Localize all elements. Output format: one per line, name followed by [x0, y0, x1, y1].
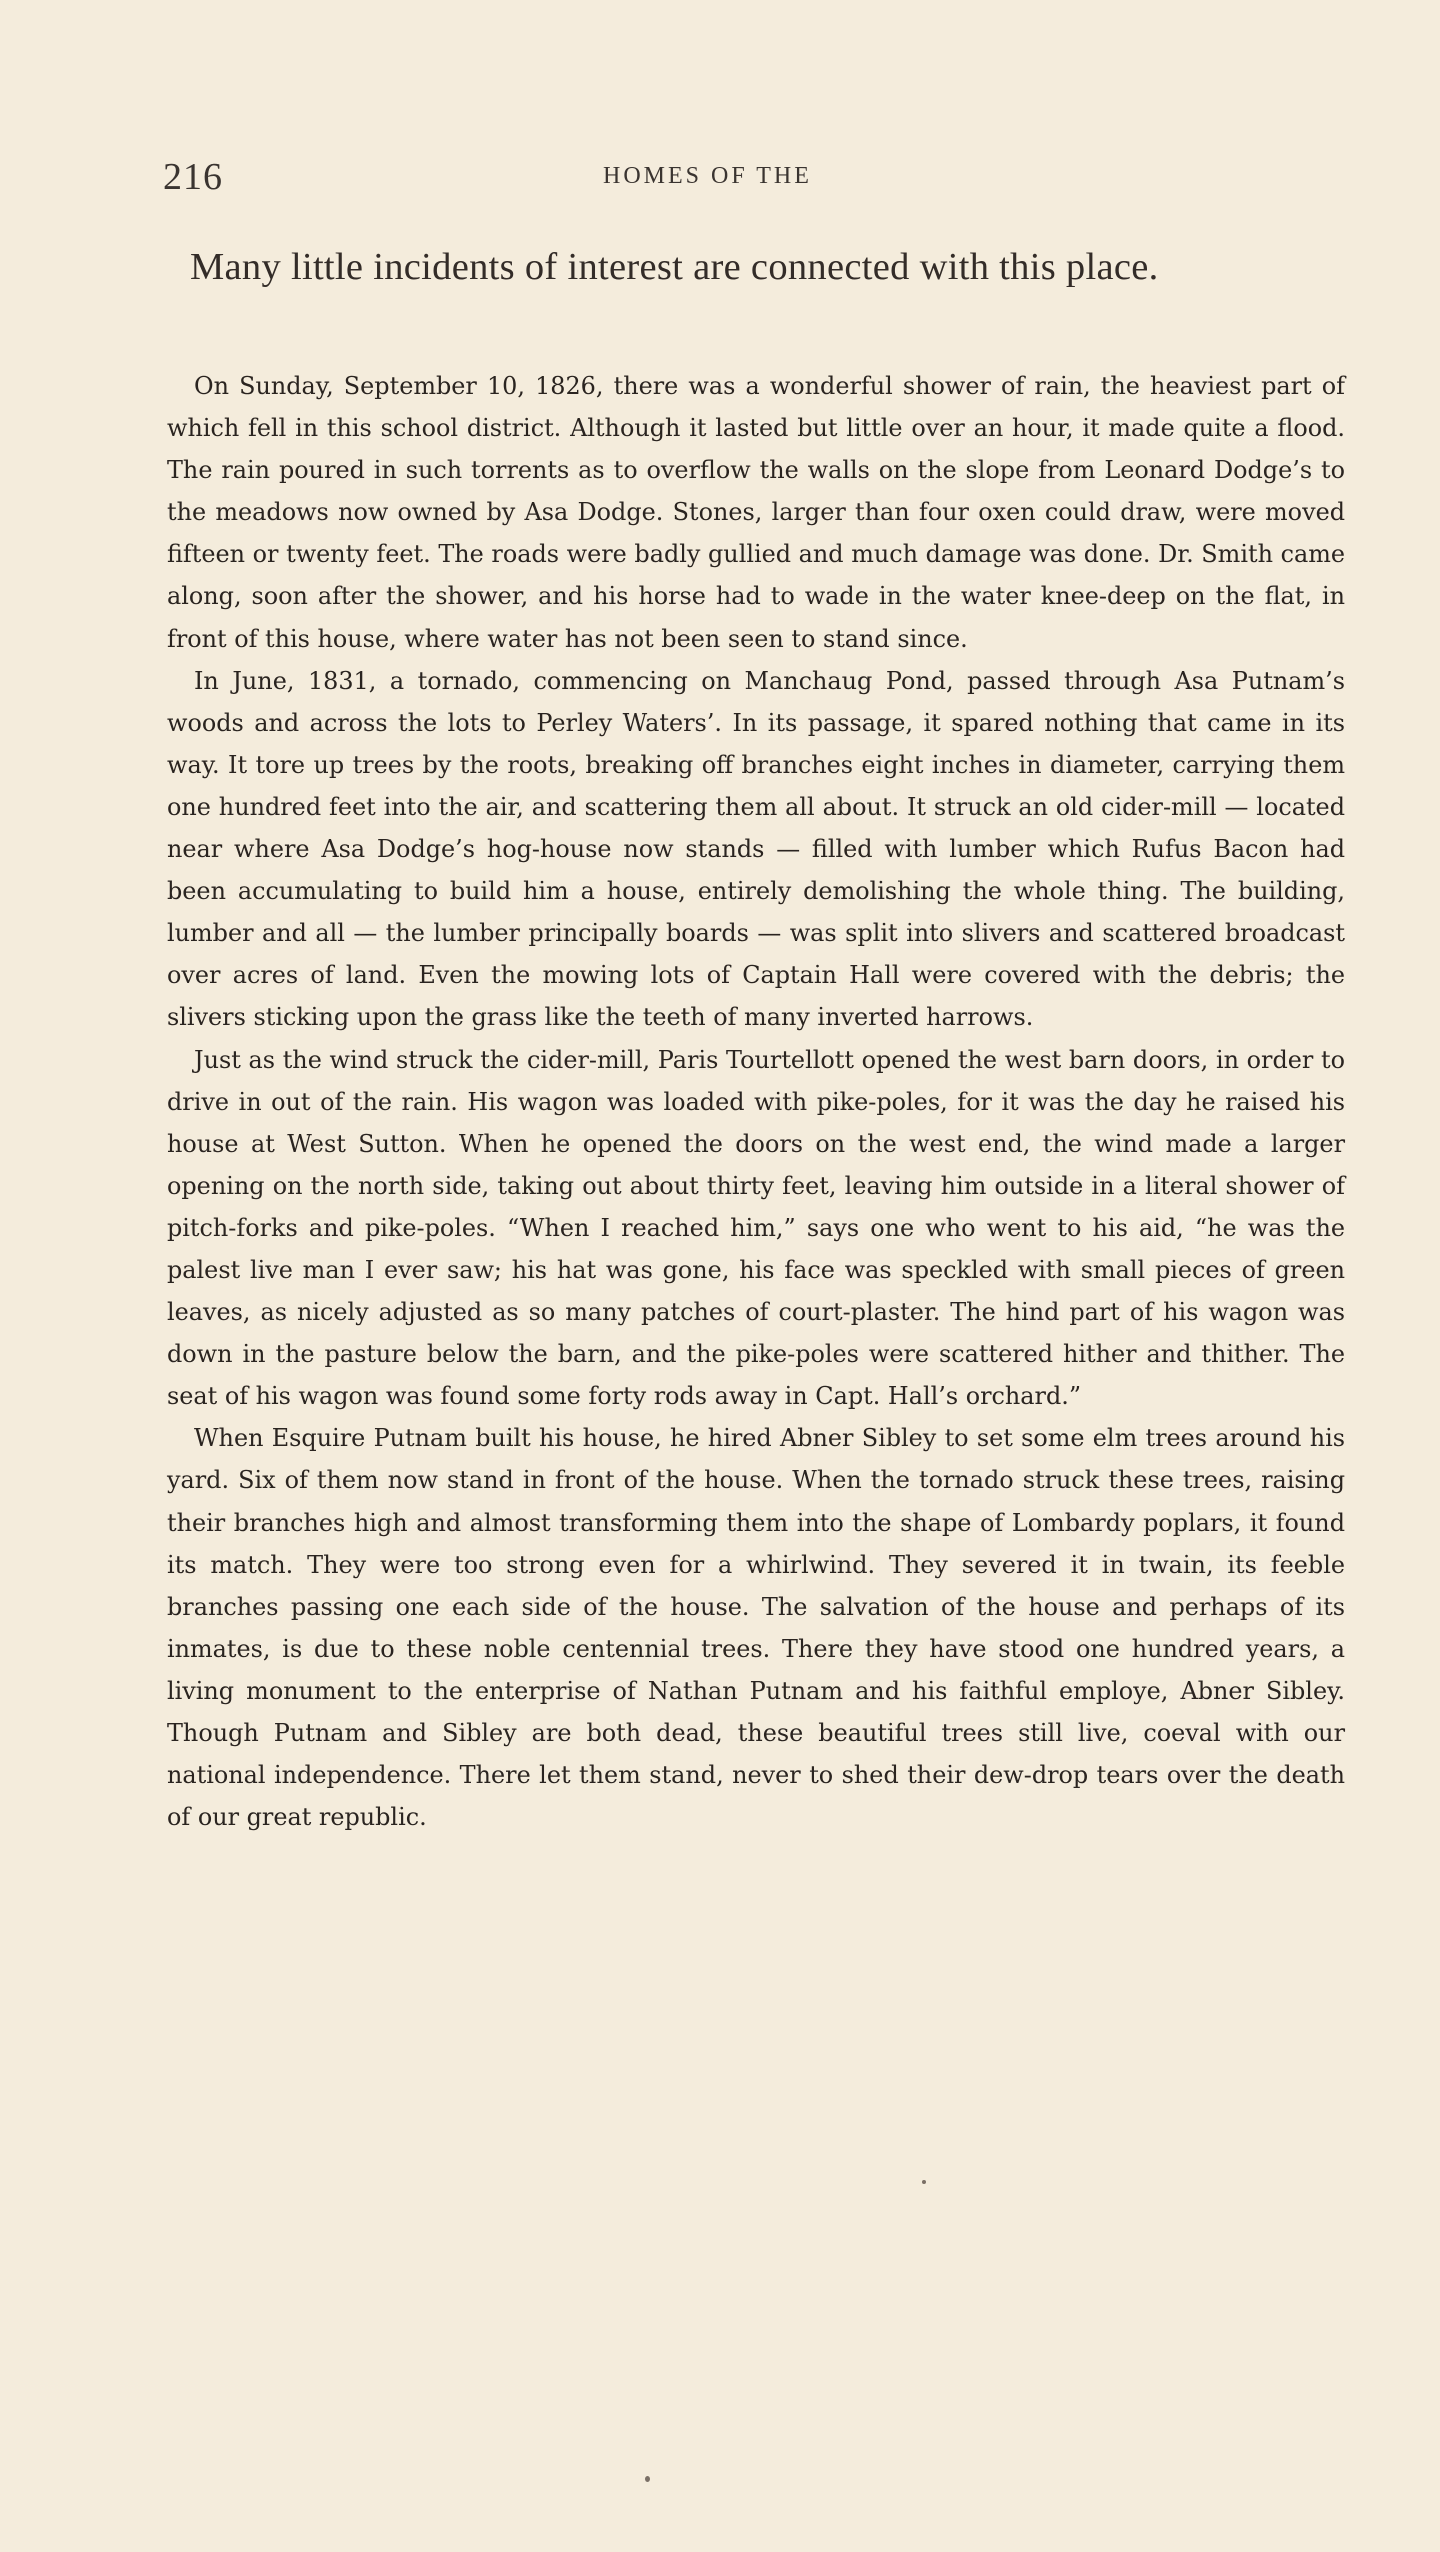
paragraph-tornado: In June, 1831, a tornado, commencing on Manchaug Pond, passed through Asa Putnam’s woods and across the lots to Perley Waters’. In its passage, it spared nothing that came in its way. It tore up trees by the roots, breaking off branches eight inches in diameter, carrying them one hundred feet into the air, and scattering them all about. It struck an old cider-mill — located near where Asa Dodge’s hog-house now stands — filled with lumber which Rufus Bacon had been accumulating to build him a house, entirely demolishing the whole thing. The building, lumber and all — the lumber principally boards — was split into slivers and scattered broadcast over acres of land. Even the mowing lots of Captain Hall were covered with the debris; the slivers sticking upon the grass like the teeth of many inverted harrows.: [167, 666, 1345, 1032]
running-head: HOMES OF THE: [603, 163, 812, 189]
paper-speck: [922, 2180, 926, 2184]
page-number: 216: [163, 156, 223, 198]
body-text: [167, 365, 1345, 1838]
page-header: [163, 155, 1343, 198]
paragraph-tourtellott: Just as the wind struck the cider-mill, Paris Tourtellott opened the west barn doors, in order to drive in out of the rain. His wagon was loaded with pike-poles, for it was the day he raised his house at West Sutton. When he opened the doors on the west end, the wind made a larger opening on the north side, taking out about thirty feet, leaving him outside in a literal shower of pitch-forks and pike-poles. “When I reached him,” says one who went to his aid, “he was the palest live man I ever saw; his hat was gone, his face was speckled with small pieces of green leaves, as nicely adjusted as so many patches of court-plaster. The hind part of his wagon was down in the pasture below the barn, and the pike-poles were scattered hither and thither. The seat of his wagon was found some forty rods away in Capt. Hall’s orchard.”: [167, 1045, 1345, 1411]
paragraph-elm-trees: When Esquire Putnam built his house, he hired Abner Sibley to set some elm trees around his yard. Six of them now stand in front of the house. When the tornado struck these trees, raising their branches high and almost transforming them into the shape of Lombardy poplars, it found its match. They were too strong even for a whirlwind. They severed it in twain, its feeble branches passing one each side of the house. The salvation of the house and perhaps of its inmates, is due to these noble centennial trees. There they have stood one hundred years, a living monument to the enterprise of Nathan Putnam and his faithful employe, Abner Sibley. Though Putnam and Sibley are both dead, these beautiful trees still live, coeval with our national independence. There let them stand, never to shed their dew-drop tears over the death of our great republic.: [167, 1424, 1345, 1832]
paper-speck: [645, 2476, 650, 2482]
paragraph-shower-of-rain: On Sunday, September 10, 1826, there was a wonderful shower of rain, the heaviest part of which fell in this school district. Although it lasted but little over an hour, it made quite a flood. The rain poured in such torrents as to overflow the walls on the slope from Leonard Dodge’s to the meadows now owned by Asa Dodge. Stones, larger than four oxen could draw, were moved fifteen or twenty feet. The roads were badly gullied and much damage was done. Dr. Smith came along, soon after the shower, and his horse had to wade in the water knee-deep on the flat, in front of this house, where water has not been seen to stand since.: [167, 372, 1345, 653]
lead-paragraph: Many little incidents of interest are connected with this place.: [190, 246, 1159, 288]
